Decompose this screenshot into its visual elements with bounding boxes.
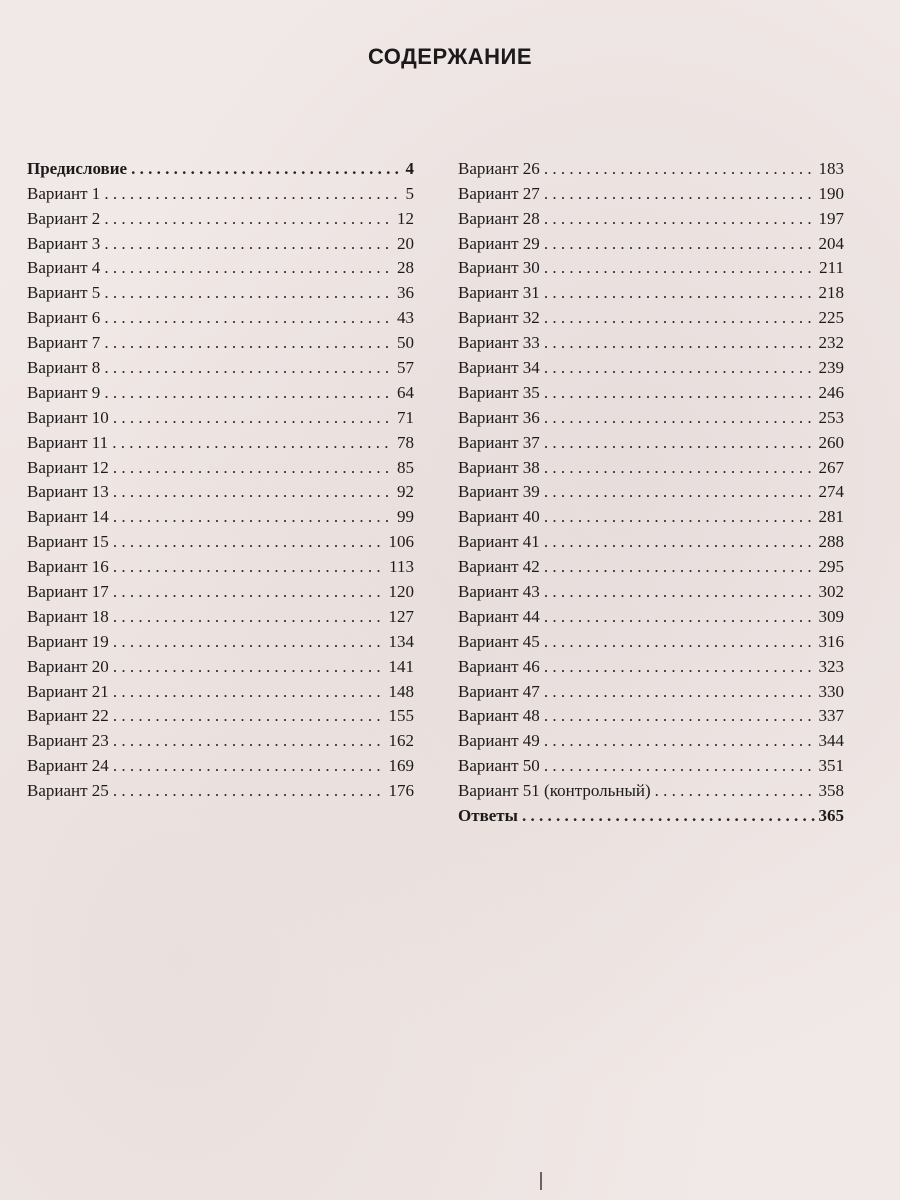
toc-leader-dots bbox=[544, 682, 815, 702]
toc-entry-page: 176 bbox=[388, 781, 414, 801]
toc-entry-page: 267 bbox=[818, 457, 844, 477]
toc-entry-label: Вариант 44 bbox=[458, 606, 540, 626]
toc-entry-label: Вариант 30 bbox=[458, 258, 540, 278]
toc-entry bbox=[458, 577, 844, 602]
toc-leader-dots bbox=[113, 781, 385, 801]
toc-entry-label: Вариант 23 bbox=[27, 731, 109, 751]
toc-entry-page: 260 bbox=[818, 432, 844, 452]
toc-entry-label: Вариант 25 bbox=[27, 781, 109, 801]
toc-leader-dots bbox=[544, 283, 815, 303]
toc-entry-page: 274 bbox=[818, 482, 844, 502]
toc-entry-page: 5 bbox=[405, 183, 414, 203]
toc-leader-dots bbox=[544, 159, 815, 179]
toc-entry bbox=[458, 428, 844, 453]
toc-entry-label: Вариант 3 bbox=[27, 233, 101, 253]
toc-leader-dots bbox=[544, 756, 815, 776]
toc-entry-label: Вариант 40 bbox=[458, 507, 540, 527]
toc-leader-dots bbox=[544, 308, 815, 328]
toc-entry-page: 64 bbox=[397, 382, 414, 402]
toc-leader-dots bbox=[544, 632, 815, 652]
toc-entry-page: 197 bbox=[818, 208, 844, 228]
toc-leader-dots bbox=[544, 657, 815, 677]
toc-entry bbox=[27, 652, 414, 677]
toc-entry bbox=[27, 303, 414, 328]
toc-entry bbox=[458, 204, 844, 229]
toc-entry-page: 36 bbox=[397, 283, 414, 303]
toc-entry bbox=[27, 627, 414, 652]
toc-leader-dots bbox=[104, 184, 401, 204]
toc-entry-page: 71 bbox=[397, 407, 414, 427]
toc-entry-page: 92 bbox=[397, 482, 414, 502]
toc-leader-dots bbox=[522, 806, 815, 826]
toc-leader-dots bbox=[104, 383, 393, 403]
toc-entry-label: Вариант 45 bbox=[458, 631, 540, 651]
toc-entry bbox=[27, 453, 414, 478]
toc-entry-page: 28 bbox=[397, 258, 414, 278]
toc-leader-dots bbox=[113, 557, 385, 577]
toc-entry-label: Вариант 10 bbox=[27, 407, 109, 427]
toc-leader-dots bbox=[113, 408, 393, 428]
toc-entry bbox=[458, 677, 844, 702]
toc-entry-page: 106 bbox=[388, 532, 414, 552]
toc-entry-label: Вариант 49 bbox=[458, 731, 540, 751]
toc-leader-dots bbox=[655, 781, 815, 801]
toc-entry-page: 309 bbox=[818, 606, 844, 626]
toc-left-column bbox=[27, 154, 414, 801]
toc-entry-label: Вариант 18 bbox=[27, 606, 109, 626]
toc-entry-label: Вариант 48 bbox=[458, 706, 540, 726]
toc-leader-dots bbox=[544, 408, 815, 428]
toc-entry-page: 218 bbox=[818, 283, 844, 303]
toc-leader-dots bbox=[544, 706, 815, 726]
toc-leader-dots bbox=[113, 458, 393, 478]
toc-entry-label: Вариант 47 bbox=[458, 681, 540, 701]
toc-leader-dots bbox=[104, 333, 393, 353]
toc-entry-label: Вариант 33 bbox=[458, 333, 540, 353]
toc-entry-label: Вариант 38 bbox=[458, 457, 540, 477]
toc-entry bbox=[458, 154, 844, 179]
toc-entry bbox=[27, 527, 414, 552]
toc-entry-label: Вариант 36 bbox=[458, 407, 540, 427]
toc-leader-dots bbox=[113, 682, 385, 702]
toc-entry-page: 365 bbox=[818, 806, 844, 826]
toc-entry-page: 211 bbox=[819, 258, 844, 278]
toc-entry bbox=[27, 726, 414, 751]
toc-entry bbox=[27, 179, 414, 204]
toc-entry bbox=[458, 801, 844, 826]
toc-leader-dots bbox=[104, 209, 393, 229]
toc-entry-page: 141 bbox=[388, 656, 414, 676]
toc-entry bbox=[458, 702, 844, 727]
toc-leader-dots bbox=[544, 258, 815, 278]
toc-entry-label: Вариант 16 bbox=[27, 557, 109, 577]
toc-entry bbox=[458, 527, 844, 552]
toc-leader-dots bbox=[112, 433, 393, 453]
toc-entry-page: 253 bbox=[818, 407, 844, 427]
toc-entry bbox=[27, 428, 414, 453]
toc-leader-dots bbox=[544, 458, 815, 478]
toc-leader-dots bbox=[113, 632, 385, 652]
toc-entry-label: Вариант 21 bbox=[27, 681, 109, 701]
toc-leader-dots bbox=[544, 557, 815, 577]
toc-entry-label: Предисловие bbox=[27, 158, 128, 178]
toc-entry-page: 99 bbox=[397, 507, 414, 527]
toc-entry-label: Вариант 5 bbox=[27, 283, 101, 303]
toc-entry-page: 344 bbox=[818, 731, 844, 751]
toc-entry-page: 4 bbox=[405, 158, 414, 178]
toc-entry bbox=[27, 751, 414, 776]
toc-entry bbox=[458, 478, 844, 503]
page-edge-mark bbox=[540, 1172, 542, 1190]
toc-entry bbox=[458, 652, 844, 677]
toc-leader-dots bbox=[544, 383, 815, 403]
toc-entry bbox=[458, 278, 844, 303]
toc-entry bbox=[27, 478, 414, 503]
toc-entry bbox=[27, 403, 414, 428]
toc-entry bbox=[458, 776, 844, 801]
toc-entry bbox=[458, 229, 844, 254]
toc-entry-label: Вариант 50 bbox=[458, 756, 540, 776]
toc-entry bbox=[27, 602, 414, 627]
toc-leader-dots bbox=[104, 308, 393, 328]
toc-entry bbox=[458, 353, 844, 378]
toc-entry bbox=[27, 328, 414, 353]
toc-entry bbox=[458, 453, 844, 478]
toc-leader-dots bbox=[544, 582, 815, 602]
toc-entry-page: 246 bbox=[818, 382, 844, 402]
toc-entry-label: Вариант 7 bbox=[27, 333, 101, 353]
toc-entry-page: 78 bbox=[397, 432, 414, 452]
toc-entry-page: 281 bbox=[818, 507, 844, 527]
toc-leader-dots bbox=[113, 607, 385, 627]
toc-entry-page: 351 bbox=[818, 756, 844, 776]
toc-leader-dots bbox=[544, 234, 815, 254]
toc-entry-label: Ответы bbox=[458, 806, 518, 826]
toc-entry-label: Вариант 12 bbox=[27, 457, 109, 477]
toc-entry-label: Вариант 42 bbox=[458, 557, 540, 577]
toc-entry bbox=[458, 502, 844, 527]
toc-entry bbox=[27, 702, 414, 727]
toc-entry-page: 204 bbox=[818, 233, 844, 253]
toc-entry-label: Вариант 39 bbox=[458, 482, 540, 502]
toc-entry bbox=[458, 179, 844, 204]
toc-entry-page: 288 bbox=[818, 532, 844, 552]
toc-entry-label: Вариант 14 bbox=[27, 507, 109, 527]
toc-entry-page: 120 bbox=[388, 582, 414, 602]
toc-entry-label: Вариант 43 bbox=[458, 582, 540, 602]
toc-entry bbox=[458, 552, 844, 577]
toc-leader-dots bbox=[544, 507, 815, 527]
toc-entry bbox=[27, 552, 414, 577]
toc-entry bbox=[27, 502, 414, 527]
toc-entry bbox=[27, 677, 414, 702]
toc-entry-page: 57 bbox=[397, 358, 414, 378]
toc-entry-page: 225 bbox=[818, 308, 844, 328]
toc-entry-page: 12 bbox=[397, 208, 414, 228]
toc-leader-dots bbox=[104, 358, 393, 378]
toc-entry-page: 169 bbox=[388, 756, 414, 776]
toc-entry-label: Вариант 6 bbox=[27, 308, 101, 328]
toc-entry-label: Вариант 22 bbox=[27, 706, 109, 726]
toc-entry-label: Вариант 35 bbox=[458, 382, 540, 402]
toc-entry bbox=[458, 726, 844, 751]
toc-leader-dots bbox=[131, 159, 401, 179]
toc-entry-page: 43 bbox=[397, 308, 414, 328]
toc-leader-dots bbox=[104, 234, 393, 254]
toc-leader-dots bbox=[544, 209, 815, 229]
toc-entry-page: 113 bbox=[389, 557, 414, 577]
toc-leader-dots bbox=[104, 283, 393, 303]
toc-entry-label: Вариант 51 (контрольный) bbox=[458, 781, 651, 801]
toc-entry bbox=[458, 627, 844, 652]
toc-entry-label: Вариант 34 bbox=[458, 358, 540, 378]
toc-leader-dots bbox=[113, 756, 385, 776]
toc-entry-page: 183 bbox=[818, 158, 844, 178]
toc-leader-dots bbox=[113, 706, 385, 726]
toc-entry bbox=[27, 577, 414, 602]
toc-entry-page: 134 bbox=[388, 631, 414, 651]
toc-entry-page: 155 bbox=[388, 706, 414, 726]
toc-leader-dots bbox=[544, 532, 815, 552]
toc-entry-label: Вариант 15 bbox=[27, 532, 109, 552]
toc-entry-label: Вариант 31 bbox=[458, 283, 540, 303]
toc-entry bbox=[27, 154, 414, 179]
toc-entry bbox=[458, 254, 844, 279]
toc-entry-page: 127 bbox=[388, 606, 414, 626]
toc-entry-label: Вариант 9 bbox=[27, 382, 101, 402]
toc-leader-dots bbox=[544, 482, 815, 502]
toc-entry bbox=[27, 378, 414, 403]
toc-entry-label: Вариант 2 bbox=[27, 208, 101, 228]
toc-entry bbox=[27, 204, 414, 229]
toc-entry bbox=[458, 751, 844, 776]
toc-entry bbox=[27, 278, 414, 303]
toc-entry-page: 239 bbox=[818, 358, 844, 378]
toc-entry-page: 295 bbox=[818, 557, 844, 577]
toc-entry-page: 358 bbox=[818, 781, 844, 801]
toc-entry-label: Вариант 46 bbox=[458, 656, 540, 676]
toc-entry bbox=[27, 229, 414, 254]
toc-leader-dots bbox=[544, 184, 815, 204]
toc-entry bbox=[27, 353, 414, 378]
toc-entry-label: Вариант 28 bbox=[458, 208, 540, 228]
toc-entry-page: 20 bbox=[397, 233, 414, 253]
toc-entry-label: Вариант 32 bbox=[458, 308, 540, 328]
toc-entry-page: 50 bbox=[397, 333, 414, 353]
toc-leader-dots bbox=[544, 333, 815, 353]
toc-entry-label: Вариант 24 bbox=[27, 756, 109, 776]
toc-entry-label: Вариант 20 bbox=[27, 656, 109, 676]
toc-leader-dots bbox=[544, 607, 815, 627]
toc-entry-label: Вариант 13 bbox=[27, 482, 109, 502]
toc-leader-dots bbox=[544, 358, 815, 378]
toc-entry-label: Вариант 29 bbox=[458, 233, 540, 253]
toc-entry-page: 316 bbox=[818, 631, 844, 651]
toc-entry bbox=[458, 303, 844, 328]
toc-entry bbox=[458, 602, 844, 627]
toc-entry-label: Вариант 37 bbox=[458, 432, 540, 452]
toc-leader-dots bbox=[104, 258, 393, 278]
toc-entry bbox=[458, 328, 844, 353]
toc-entry bbox=[27, 254, 414, 279]
toc-entry-page: 232 bbox=[818, 333, 844, 353]
toc-right-column bbox=[458, 154, 844, 826]
toc-entry-label: Вариант 8 bbox=[27, 358, 101, 378]
toc-entry-page: 330 bbox=[818, 681, 844, 701]
toc-entry-label: Вариант 19 bbox=[27, 631, 109, 651]
toc-entry-page: 302 bbox=[818, 582, 844, 602]
toc-entry bbox=[458, 403, 844, 428]
toc-entry-page: 162 bbox=[388, 731, 414, 751]
toc-entry bbox=[458, 378, 844, 403]
toc-entry bbox=[27, 776, 414, 801]
toc-entry-page: 337 bbox=[818, 706, 844, 726]
toc-entry-label: Вариант 41 bbox=[458, 532, 540, 552]
toc-leader-dots bbox=[113, 657, 385, 677]
page-title: СОДЕРЖАНИЕ bbox=[367, 44, 533, 69]
toc-entry-label: Вариант 1 bbox=[27, 183, 101, 203]
toc-leader-dots bbox=[544, 433, 815, 453]
toc-leader-dots bbox=[113, 482, 393, 502]
toc-entry-page: 323 bbox=[818, 656, 844, 676]
toc-entry-page: 190 bbox=[818, 183, 844, 203]
toc-entry-label: Вариант 11 bbox=[27, 432, 109, 452]
toc-entry-page: 85 bbox=[397, 457, 414, 477]
toc-leader-dots bbox=[113, 731, 385, 751]
toc-leader-dots bbox=[113, 507, 393, 527]
toc-leader-dots bbox=[113, 532, 385, 552]
toc-leader-dots bbox=[113, 582, 385, 602]
toc-entry-label: Вариант 26 bbox=[458, 158, 540, 178]
toc-entry-label: Вариант 17 bbox=[27, 582, 109, 602]
toc-entry-label: Вариант 27 bbox=[458, 183, 540, 203]
toc-leader-dots bbox=[544, 731, 815, 751]
toc-entry-label: Вариант 4 bbox=[27, 258, 101, 278]
toc-entry-page: 148 bbox=[388, 681, 414, 701]
